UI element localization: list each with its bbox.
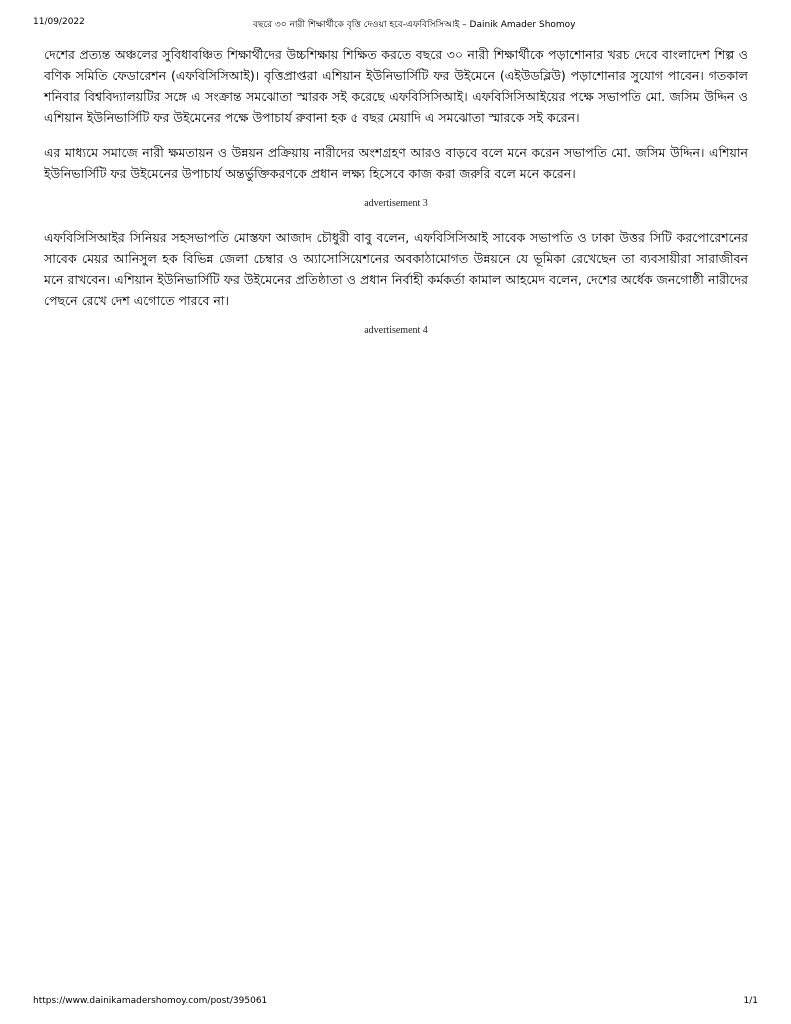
page-number: 1/1 bbox=[743, 996, 758, 1006]
article-body bbox=[44, 44, 748, 354]
page-url[interactable]: https://www.dainikamadershomoy.com/post/395061 bbox=[33, 996, 268, 1006]
print-footer bbox=[33, 996, 758, 1010]
article-paragraph: এর মাধ্যমে সমাজে নারী ক্ষমতায়ন ও উন্নয়ন প্রক্রিয়ায় নারীদের অংশগ্রহণ আরও বাড়বে বলে মনে করেন সভাপতি মো. জসিম উদ্দিন। এশিয়ান ইউনিভার্সিটি ফর উইমেনের উপাচার্য অন্তর্ভুক্তিকরণকে প্রধান লক্ষ্য হিসেবে কাজ করা জরুরি বলে মনে করেন। bbox=[44, 145, 748, 181]
print-header bbox=[33, 17, 758, 33]
page-title: বছরে ৩০ নারী শিক্ষার্থীকে বৃত্তি দেওয়া হবে-এফবিসিসিআই – Dainik Amader Shomoy bbox=[253, 20, 576, 30]
article-paragraph: দেশের প্রত্যন্ত অঞ্চলের সুবিধাবঞ্চিত শিক্ষার্থীদের উচ্চশিক্ষায় শিক্ষিত করতে বছরে ৩০ নারী শিক্ষার্থীকে পড়াশোনার খরচ দেবে বাংলাদেশ শিল্প ও বণিক সমিতি ফেডারেশন (এফবিসিসিআই)। বৃত্তিপ্রাপ্তরা এশিয়ান ইউনিভার্সিটি ফর উইমেনে (এইউডব্লিউ) পড়াশোনার সুযোগ পাবেন। গতকাল শনিবার বিশ্ববিদ্যালয়টির সঙ্গে এ সংক্রান্ত সমঝোতা স্মারক সই করেছে এফবিসিসিআই। এফবিসিসিআইয়ের পক্ষে সভাপতি মো. জসিম উদ্দিন ও এশিয়ান ইউনিভার্সিটি ফর উইমেনের পক্ষে উপাচার্য রুবানা হক ৫ বছর মেয়াদি এ সমঝোতা স্মারকে সই করেন। bbox=[44, 47, 748, 125]
print-date: 11/09/2022 bbox=[33, 17, 85, 27]
advertisement-label: advertisement 3 bbox=[364, 198, 428, 209]
article-paragraph: এফবিসিসিআইর সিনিয়র সহসভাপতি মোস্তফা আজাদ চৌধুরী বাবু বলেন, এফবিসিসিআই সাবেক সভাপতি ও ঢাকা উত্তর সিটি করপোরেশনের সাবেক মেয়র আনিসুল হক বিভিন্ন জেলা চেম্বার ও অ্যাসোসিয়েশনের অবকাঠামোগত উন্নয়নে যে ভূমিকা রেখেছেন তা ব্যবসায়ীরা সারাজীবন মনে রাখবেন। এশিয়ান ইউনিভার্সিটি ফর উইমেনের প্রতিষ্ঠাতা ও প্রধান নির্বাহী কর্মকর্তা কামাল আহমেদ বলেন, দেশের অর্ধেক জনগোষ্ঠী নারীদের পেছনে রেখে দেশ এগোতে পারবে না। bbox=[44, 230, 748, 308]
advertisement-label: advertisement 4 bbox=[364, 325, 428, 336]
